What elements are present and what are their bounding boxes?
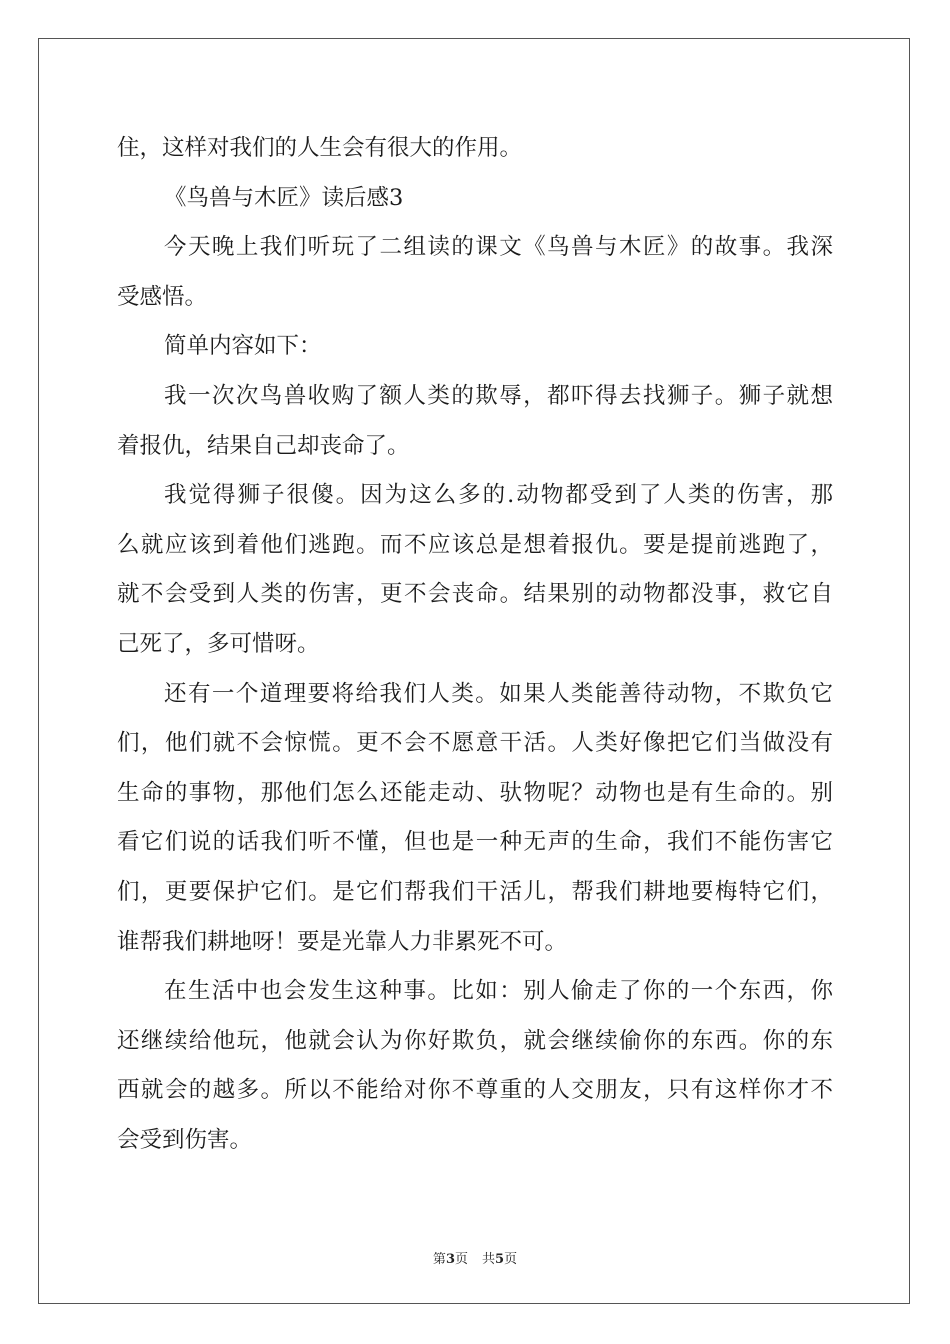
paragraph-line: 谁帮我们耕地呀！要是光靠人力非累死不可。: [117, 928, 568, 955]
paragraph: [117, 322, 833, 372]
footer-total-pages: 5: [495, 1252, 505, 1267]
footer-total-prefix: 共: [482, 1252, 496, 1267]
paragraph: [117, 670, 833, 968]
paragraph-line: 简单内容如下：: [164, 333, 322, 360]
paragraph: [117, 471, 833, 669]
paragraph-line: 住，这样对我们的人生会有很大的作用。: [117, 135, 523, 161]
paragraph-line: 们，他们就不会惊慌。更不会不愿意干活。人类好像把它们当做没有: [117, 730, 833, 757]
footer-page-suffix: 页: [454, 1252, 468, 1267]
paragraph-line: 们，更要保护它们。是它们帮我们干活儿，帮我们耕地要梅特它们，: [117, 878, 833, 905]
paragraph-line: 看它们说的话我们听不懂，但也是一种无声的生命，我们不能伤害它: [117, 829, 833, 856]
paragraph-line: 受感悟。: [117, 283, 208, 310]
footer-page-prefix: 第: [432, 1252, 446, 1267]
paragraph-line: 今天晚上我们听玩了二组读的课文《鸟兽与木匠》的故事。我深: [164, 234, 833, 261]
page-footer: [0, 1248, 950, 1267]
paragraph-line: 《鸟兽与木匠》读后感3: [164, 184, 404, 211]
footer-page-number: 3: [445, 1252, 455, 1267]
paragraph-line: 生命的事物，那他们怎么还能走动、驮物呢？动物也是有生命的。别: [117, 779, 833, 806]
paragraph: [117, 967, 833, 1165]
paragraph: [117, 223, 833, 322]
document-body: [117, 124, 833, 1165]
paragraph-line: 在生活中也会发生这种事。比如：别人偷走了你的一个东西，你: [164, 978, 833, 1005]
paragraph-line: 还有一个道理要将给我们人类。如果人类能善待动物，不欺负它: [164, 680, 833, 707]
paragraph: [117, 372, 833, 471]
paragraph-line: 西就会的越多。所以不能给对你不尊重的人交朋友，只有这样你才不: [117, 1077, 833, 1104]
paragraph: [117, 174, 833, 224]
paragraph: [117, 124, 833, 174]
paragraph-line: 会受到伤害。: [117, 1126, 253, 1153]
paragraph-line: 就不会受到人类的伤害，更不会丧命。结果别的动物都没事，救它自: [117, 581, 833, 608]
paragraph-line: 我觉得狮子很傻。因为这么多的.动物都受到了人类的伤害，那: [164, 482, 833, 509]
paragraph-line: 己死了，多可惜呀。: [117, 630, 320, 657]
paragraph-line: 着报仇，结果自己却丧命了。: [117, 432, 410, 459]
paragraph-line: 么就应该到着他们逃跑。而不应该总是想着报仇。要是提前逃跑了，: [117, 531, 833, 558]
paragraph-line: 我一次次鸟兽收购了额人类的欺辱，都吓得去找狮子。狮子就想: [164, 382, 833, 409]
footer-total-suffix: 页: [504, 1252, 518, 1267]
paragraph-line: 还继续给他玩，他就会认为你好欺负，就会继续偷你的东西。你的东: [117, 1027, 833, 1054]
